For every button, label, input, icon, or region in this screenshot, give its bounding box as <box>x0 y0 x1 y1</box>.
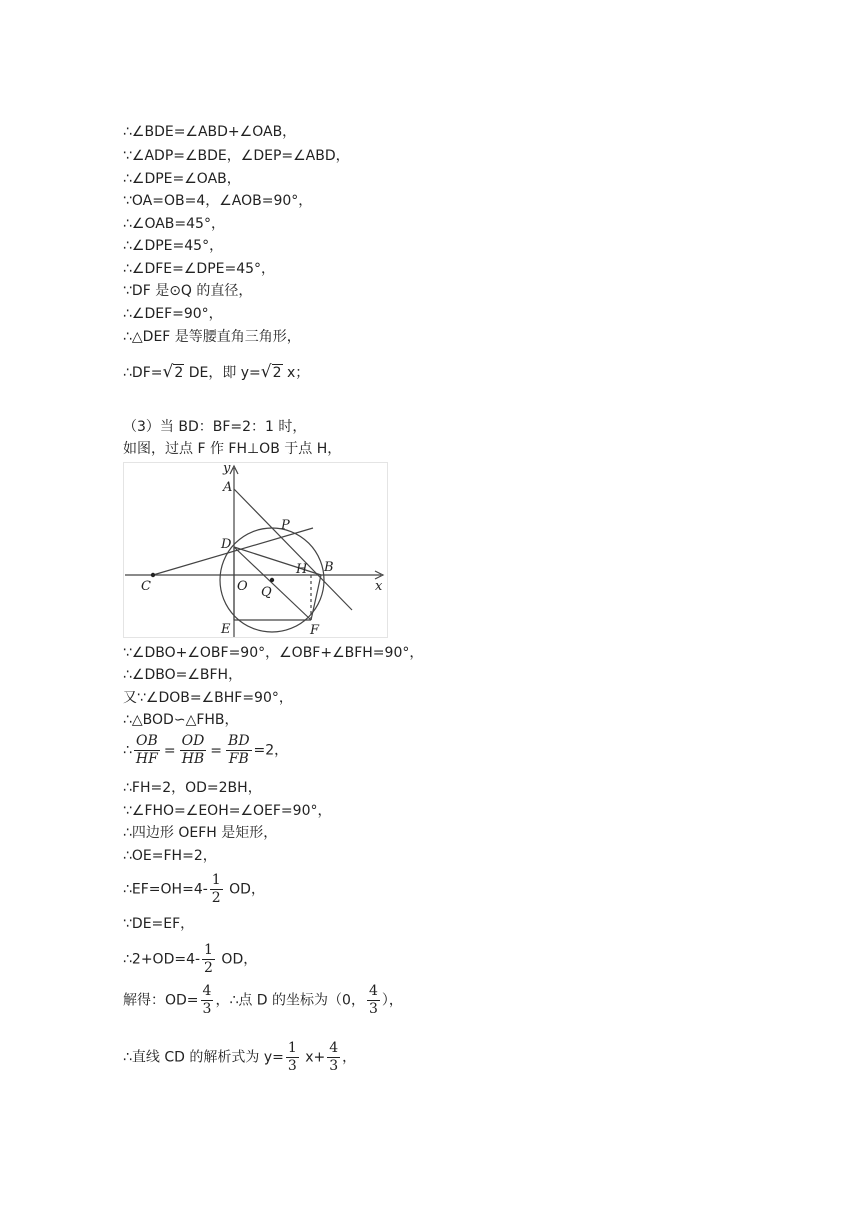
label-c: C <box>141 579 151 594</box>
figure-frame <box>124 463 388 638</box>
od-line <box>123 942 257 977</box>
fraction-denominator: 3 <box>368 1001 378 1017</box>
fraction-ob-hf <box>134 733 160 768</box>
part3-intro: 如图，过点 F 作 FH⊥OB 于点 H， <box>123 441 342 457</box>
ef-suffix: OD， <box>224 881 265 898</box>
solve-suffix: ）， <box>381 992 403 1009</box>
fraction-denominator: HF <box>135 751 158 767</box>
label-f: F <box>310 623 320 638</box>
proof-line: ∴∠OAB=45°， <box>123 216 225 232</box>
sqrt-expression: √2 <box>260 362 282 382</box>
proof-line: ∴∠DFE=∠DPE=45°， <box>123 261 276 277</box>
cd-mid: x+ <box>300 1049 326 1066</box>
fraction-denominator: 3 <box>287 1058 297 1074</box>
label-b: B <box>324 560 334 575</box>
fraction-numerator: 4 <box>202 983 212 999</box>
label-q: Q <box>261 585 272 600</box>
sqrt-line-part: x； <box>282 365 310 381</box>
proof-line: ∴∠BDE=∠ABD+∠OAB， <box>123 124 297 140</box>
part3-heading: （3）当 BD：BF=2：1 时， <box>123 419 307 435</box>
label-o: O <box>237 579 248 594</box>
ratio-prefix: ∴ <box>123 742 132 759</box>
proof-line: ∵OA=OB=4，∠AOB=90°， <box>123 193 313 209</box>
cd-line <box>123 1040 356 1075</box>
cd-prefix: ∴直线 CD 的解析式为 y= <box>123 1049 284 1066</box>
proof-line: ∵∠ADP=∠BDE，∠DEP=∠ABD， <box>123 148 350 164</box>
proof-line: ∴OE=FH=2， <box>123 848 217 864</box>
proof-line: ∴∠DBO=∠BFH， <box>123 667 243 683</box>
sqrt-expression: √2 <box>162 362 184 382</box>
label-x: x <box>375 579 383 594</box>
radicand: 2 <box>272 365 282 381</box>
fraction-denominator: 3 <box>202 1001 212 1017</box>
fraction-numerator: 4 <box>329 1040 339 1056</box>
ef-prefix: ∴EF=OH=4- <box>123 881 208 898</box>
solve-line <box>123 983 403 1018</box>
proof-line: ∵∠DBO+∠OBF=90°，∠OBF+∠BFH=90°， <box>123 645 424 661</box>
fraction-one-half <box>202 942 215 977</box>
fraction-denominator: FB <box>226 750 252 768</box>
equals-sign: = <box>210 742 223 759</box>
fraction-numerator: BD <box>228 733 250 749</box>
fraction-denominator: 2 <box>204 960 213 976</box>
label-y: y <box>223 462 231 476</box>
fraction-numerator: 1 <box>211 872 221 888</box>
od-prefix: ∴2+OD=4- <box>123 951 201 968</box>
proof-line: ∴FH=2，OD=2BH， <box>123 780 262 796</box>
proof-line: ∵DF 是⊙Q 的直径， <box>123 283 253 299</box>
proof-line: 又∵∠DOB=∠BHF=90°， <box>123 690 293 706</box>
sqrt-line-part: DE，即 y= <box>184 365 261 381</box>
ratio-line <box>123 733 288 768</box>
label-p: P <box>281 518 290 533</box>
proof-line: ∵∠FHO=∠EOH=∠OEF=90°， <box>123 803 332 819</box>
solve-prefix: 解得：OD= <box>123 992 199 1009</box>
label-e: E <box>221 622 231 637</box>
fraction-numerator: OB <box>136 733 158 749</box>
sqrt-line <box>123 362 309 383</box>
point-c <box>151 573 155 577</box>
fraction-four-thirds <box>201 983 214 1018</box>
fraction-numerator: OD <box>181 733 205 749</box>
geometry-figure <box>123 462 388 638</box>
proof-line: ∴∠DPE=45°， <box>123 238 224 254</box>
od-suffix: OD， <box>216 951 258 968</box>
fraction-four-thirds <box>367 983 380 1018</box>
fraction-numerator: 1 <box>204 942 213 958</box>
radicand: 2 <box>174 365 184 381</box>
equals-sign: = <box>163 742 176 759</box>
fraction-denominator: 2 <box>211 890 221 906</box>
sqrt-line-part: ∴DF= <box>123 365 163 381</box>
proof-line: ∴四边形 OEFH 是矩形， <box>123 825 278 841</box>
proof-line: ∴∠DPE=∠OAB， <box>123 171 241 187</box>
ratio-suffix: =2， <box>253 742 289 759</box>
fraction-od-hb <box>180 733 207 768</box>
fraction-denominator: 3 <box>329 1058 339 1074</box>
label-a: A <box>223 480 233 495</box>
ef-line <box>123 872 265 907</box>
proof-line: ∴∠DEF=90°， <box>123 306 223 322</box>
fraction-numerator: 1 <box>287 1040 297 1056</box>
cd-suffix: ， <box>342 1049 357 1066</box>
point-q <box>270 578 274 582</box>
label-d: D <box>221 537 232 552</box>
fraction-four-thirds <box>327 1040 340 1075</box>
fraction-denominator: HB <box>180 750 207 768</box>
fraction-bd-fb <box>226 733 252 768</box>
label-h: H <box>296 562 308 577</box>
proof-line: ∴△BOD∽△FHB， <box>123 712 239 728</box>
fraction-one-third <box>286 1040 299 1075</box>
solve-mid: ，∴点 D 的坐标为（0， <box>215 992 365 1009</box>
fraction-numerator: 4 <box>368 983 378 999</box>
proof-line: ∵DE=EF， <box>123 916 195 932</box>
fraction-one-half <box>210 872 223 907</box>
proof-line: ∴△DEF 是等腰直角三角形， <box>123 329 301 345</box>
